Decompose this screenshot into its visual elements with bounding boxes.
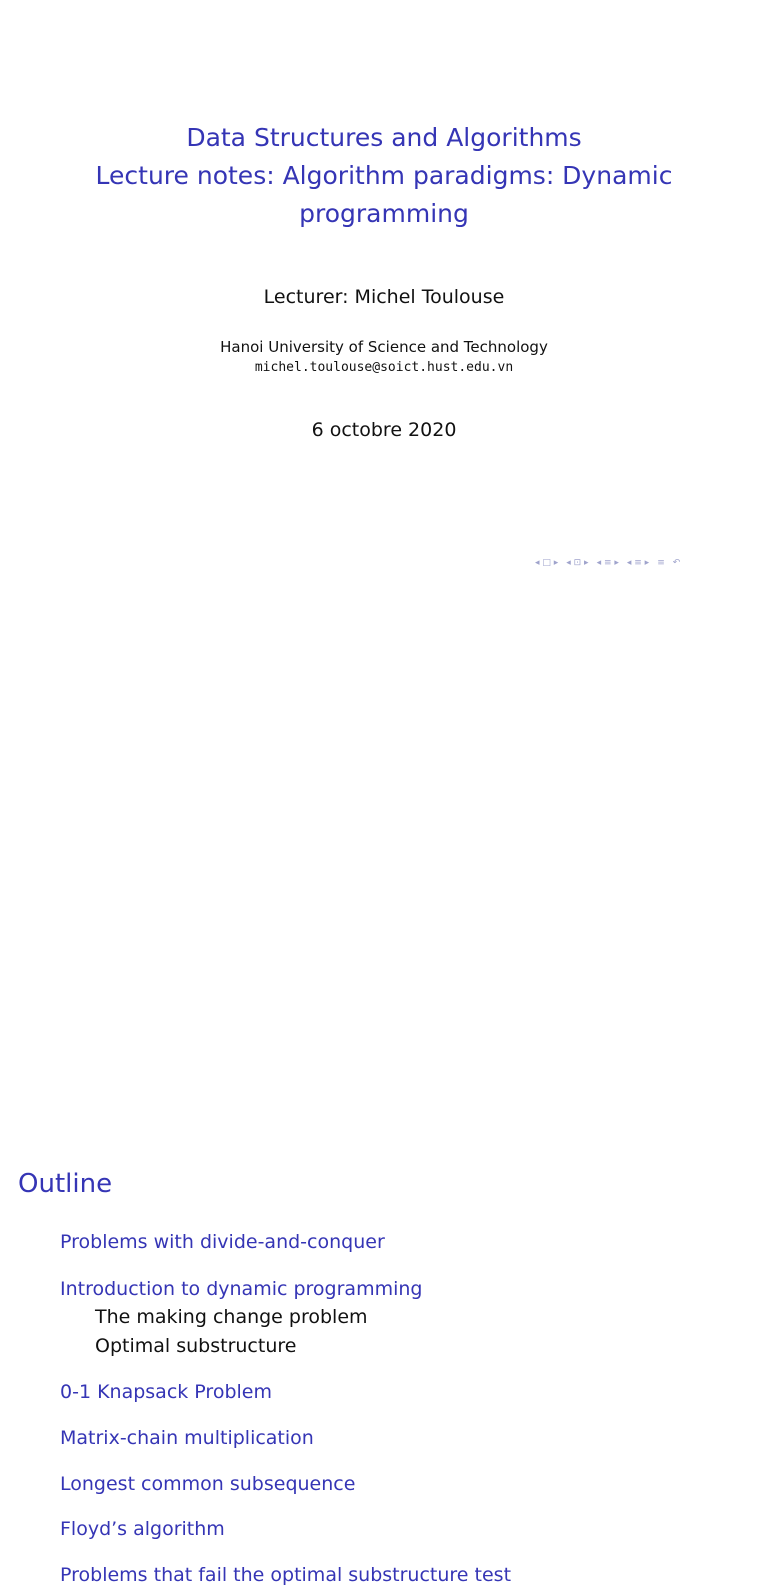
- nav-frame-icon[interactable]: ◂ ⊡ ▸: [566, 558, 589, 568]
- outline-item-floyd[interactable]: Floyd’s algorithm: [60, 1518, 225, 1540]
- nav-slide-icon[interactable]: ◂ □ ▸: [535, 558, 559, 568]
- outline-slide: [0, 576, 768, 1586]
- lecturer-email: michel.toulouse@soict.hust.edu.vn: [254, 360, 514, 375]
- outline-item-intro-dynamic-programming[interactable]: Introduction to dynamic programming: [60, 1278, 423, 1300]
- title-line-2: Lecture notes: Algorithm paradigms: Dynamic: [95, 161, 673, 190]
- nav-menu-icon[interactable]: ≡: [657, 558, 665, 568]
- presentation-title: [0, 119, 768, 233]
- institute-name: Hanoi University of Science and Technology: [220, 338, 548, 356]
- lecturer-name: Lecturer: Michel Toulouse: [263, 286, 505, 308]
- outline-item-lcs[interactable]: Longest common subsequence: [60, 1473, 356, 1495]
- title-line-1: Data Structures and Algorithms: [186, 123, 582, 152]
- outline-subitem-optimal-substructure[interactable]: Optimal substructure: [95, 1335, 297, 1357]
- outline-title: Outline: [18, 1169, 113, 1199]
- nav-subsection-icon[interactable]: ◂ ≡ ▸: [626, 558, 650, 568]
- outline-item-knapsack[interactable]: 0-1 Knapsack Problem: [60, 1381, 272, 1403]
- outline-item-divide-and-conquer[interactable]: Problems with divide-and-conquer: [60, 1231, 385, 1253]
- nav-back-icon[interactable]: ↶: [672, 558, 681, 568]
- nav-section-icon[interactable]: ◂ ≡ ▸: [596, 558, 619, 568]
- title-slide: [0, 0, 768, 576]
- outline-item-fail-substructure[interactable]: Problems that fail the optimal substructure test: [60, 1564, 512, 1586]
- title-line-3: programming: [299, 199, 469, 228]
- presentation-date: 6 octobre 2020: [311, 419, 457, 441]
- beamer-navigation-bar: [535, 555, 688, 571]
- outline-item-matrix-chain[interactable]: Matrix-chain multiplication: [60, 1427, 314, 1449]
- outline-subitem-making-change[interactable]: The making change problem: [95, 1306, 368, 1328]
